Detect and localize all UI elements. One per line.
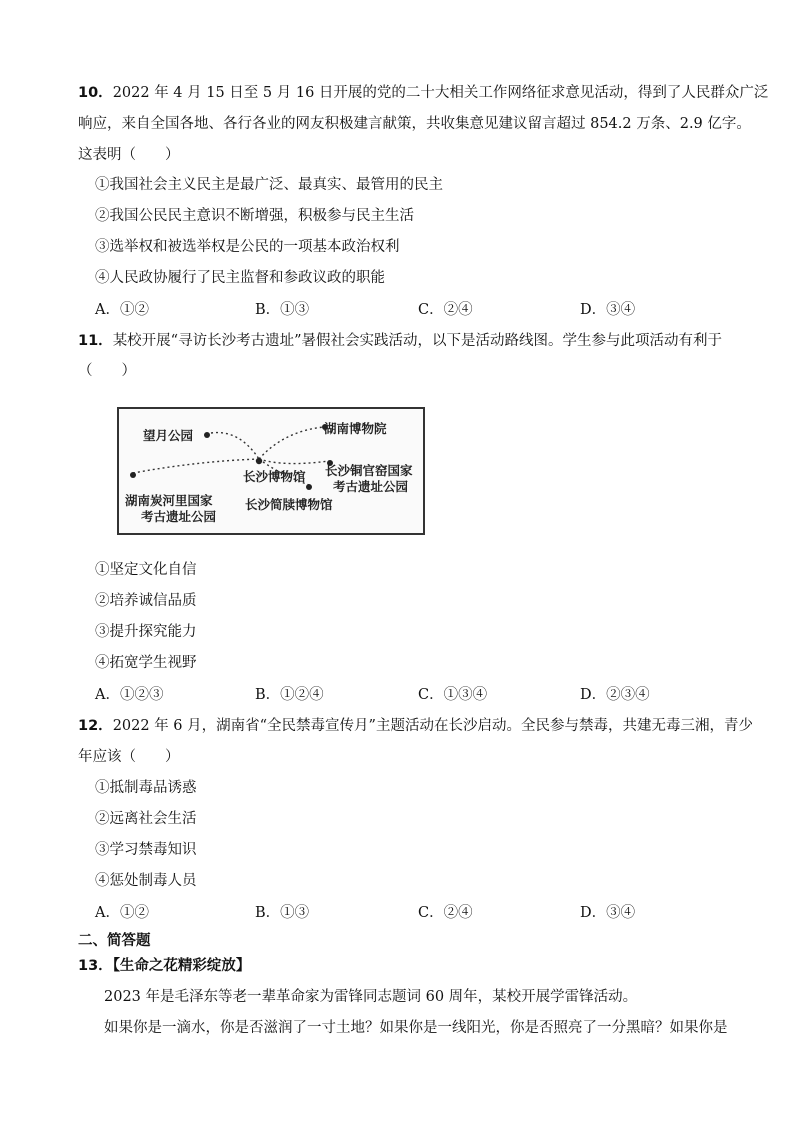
q10-choice-a[interactable]: A．①② <box>95 302 149 318</box>
q12-option-3: ③学习禁毒知识 <box>95 842 197 858</box>
q10-line1 <box>78 83 768 103</box>
section-2-title: 二、简答题 <box>78 933 151 949</box>
q10-number: 10． <box>78 85 113 101</box>
q12-line2: 年应该（ ） <box>78 749 180 765</box>
q11-choice-c[interactable]: C．①③④ <box>418 687 488 703</box>
q10-choice-c[interactable]: C．②④ <box>418 302 473 318</box>
map-label-tongguan-1: 长沙铜官窑国家 <box>325 463 413 478</box>
q13-line1 <box>78 956 250 976</box>
map-label-tanheli-1: 湖南炭河里国家 <box>125 493 213 508</box>
q11-choice-d[interactable]: D．②③④ <box>580 687 650 703</box>
route-hunan-museum <box>259 427 324 459</box>
q11-choice-a[interactable]: A．①②③ <box>95 687 164 703</box>
route-tanheli <box>133 459 259 473</box>
q11-number: 11． <box>78 333 113 349</box>
q11-line2: （ ） <box>78 363 136 379</box>
map-label-wangyue: 望月公园 <box>143 428 194 443</box>
q11-option-4: ④拓宽学生视野 <box>95 655 197 671</box>
q10-line2: 响应，来自全国各地、各行各业的网友积极建言献策，共收集意见建议留言超过 854.2 万条、2.9 亿字。 <box>78 116 751 132</box>
q10-choice-d[interactable]: D．③④ <box>580 302 636 318</box>
q10-option-2: ②我国公民民主意识不断增强，积极参与民主生活 <box>95 208 414 224</box>
route-map <box>117 407 425 535</box>
q10-choice-b[interactable]: B．①③ <box>255 302 310 318</box>
q11-option-2: ②培养诚信品质 <box>95 593 197 609</box>
q10-text1: 2022 年 4 月 15 日至 5 月 16 日开展的党的二十大相关工作网络征求意见活动，得到了人民群众广泛 <box>112 85 769 101</box>
q12-number: 12． <box>78 718 113 734</box>
q11-line1 <box>78 331 722 351</box>
pin-tanheli <box>130 472 136 478</box>
q12-choice-d[interactable]: D．③④ <box>580 905 636 921</box>
q11-option-1: ①坚定文化自信 <box>95 562 197 578</box>
q11-choice-b[interactable]: B．①②④ <box>255 687 324 703</box>
route-tongguan <box>259 459 329 464</box>
q13-para1: 2023 年是毛泽东等老一辈革命家为雷锋同志题词 60 周年，某校开展学雷锋活动。 <box>104 989 638 1005</box>
pin-jiandu <box>306 484 312 490</box>
q12-option-2: ②远离社会生活 <box>95 811 197 827</box>
q12-choice-a[interactable]: A．①② <box>95 905 149 921</box>
map-label-jiandu: 长沙简牍博物馆 <box>245 497 333 512</box>
q12-option-4: ④惩处制毒人员 <box>95 873 197 889</box>
q12-text1: 2022 年 6 月，湖南省“全民禁毒宣传月”主题活动在长沙启动。全民参与禁毒，共建无毒三湘，青少 <box>112 718 753 734</box>
map-label-tanheli-2: 考古遗址公园 <box>141 509 217 524</box>
q13-para2: 如果你是一滴水，你是否滋润了一寸土地？如果你是一线阳光，你是否照亮了一分黑暗？如果你是 <box>104 1020 728 1036</box>
q11-option-3: ③提升探究能力 <box>95 624 197 640</box>
pin-changsha-museum <box>256 458 262 464</box>
q13-number: 13． <box>78 958 113 974</box>
q10-option-1: ①我国社会主义民主是最广泛、最真实、最管用的民主 <box>95 177 443 193</box>
q12-choice-b[interactable]: B．①③ <box>255 905 310 921</box>
q12-option-1: ①抵制毒品诱惑 <box>95 780 197 796</box>
map-label-changsha-museum: 长沙博物馆 <box>243 469 306 484</box>
q10-line3: 这表明（ ） <box>78 147 180 163</box>
q10-option-4: ④人民政协履行了民主监督和参政议政的职能 <box>95 270 385 286</box>
q12-choice-c[interactable]: C．②④ <box>418 905 473 921</box>
q12-line1 <box>78 716 753 736</box>
map-label-tongguan-2: 考古遗址公园 <box>333 479 409 494</box>
pin-wangyue <box>204 432 210 438</box>
route-wangyue <box>211 433 259 459</box>
q13-title: 【生命之花精彩绽放】 <box>112 958 251 974</box>
map-label-hunan-museum: 湖南博物院 <box>324 421 387 436</box>
q10-option-3: ③选举权和被选举权是公民的一项基本政治权利 <box>95 239 400 255</box>
q11-text1: 某校开展“寻访长沙考古遗址”暑假社会实践活动，以下是活动路线图。学生参与此项活动有利于 <box>112 333 723 349</box>
